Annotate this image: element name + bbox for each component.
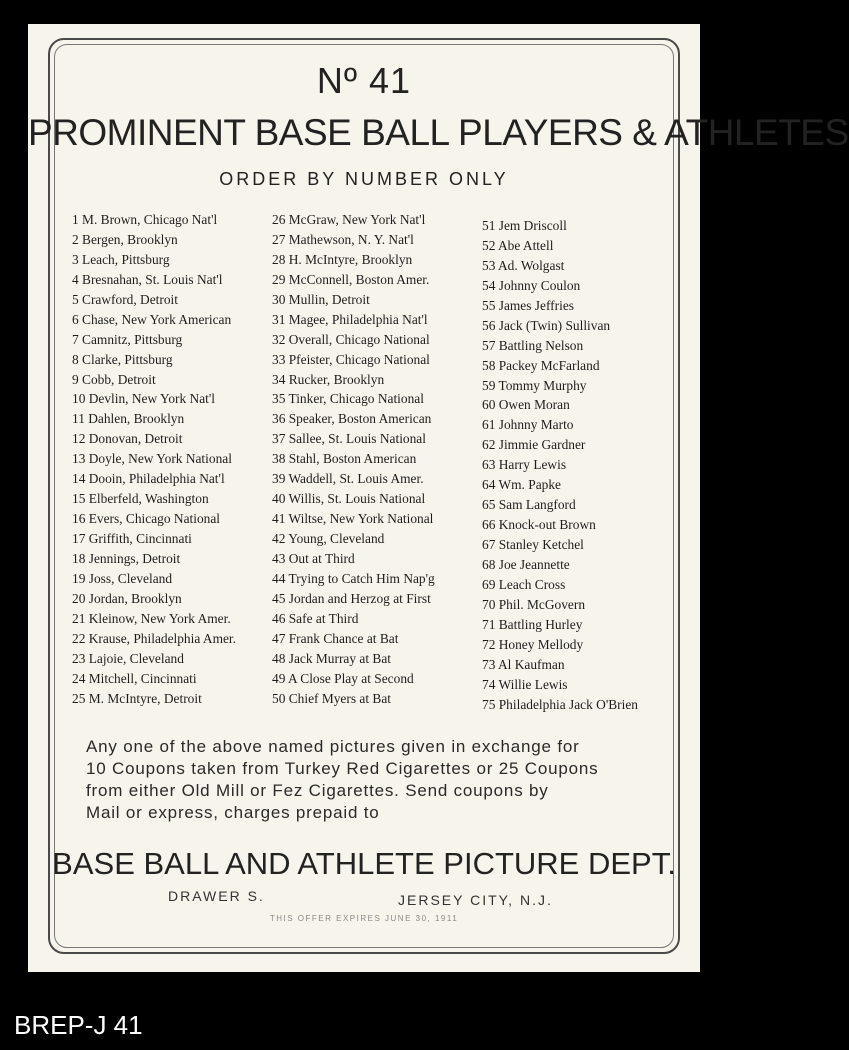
- list-item: 50 Chief Myers at Bat: [272, 690, 392, 706]
- list-item: 31 Magee, Philadelphia Nat'l: [272, 311, 428, 327]
- list-item: 40 Willis, St. Louis National: [272, 491, 426, 507]
- list-item: 52 Abe Attell: [482, 237, 554, 253]
- list-item: 56 Jack (Twin) Sullivan: [482, 317, 611, 333]
- list-item: 68 Joe Jeannette: [482, 556, 570, 572]
- list-item: 47 Frank Chance at Bat: [272, 630, 399, 646]
- list-item: 72 Honey Mellody: [482, 636, 584, 652]
- list-item: 45 Jordan and Herzog at First: [272, 590, 431, 606]
- list-item: 2 Bergen, Brooklyn: [72, 231, 178, 247]
- list-item: 28 H. McIntyre, Brooklyn: [272, 251, 413, 267]
- drawer-address: DRAWER S.: [168, 888, 265, 904]
- list-item: 34 Rucker, Brooklyn: [272, 371, 385, 387]
- list-item: 66 Knock-out Brown: [482, 517, 596, 533]
- list-item: 10 Devlin, New York Nat'l: [72, 391, 216, 407]
- list-item: 1 M. Brown, Chicago Nat'l: [72, 212, 218, 227]
- card-title: PROMINENT BASE BALL PLAYERS & ATHLETES: [28, 112, 849, 153]
- list-item: 21 Kleinow, New York Amer.: [72, 610, 231, 626]
- list-item: 29 McConnell, Boston Amer.: [272, 271, 430, 287]
- list-item: 62 Jimmie Gardner: [482, 437, 586, 453]
- dept-name: BASE BALL AND ATHLETE PICTURE DEPT.: [52, 846, 676, 881]
- list-item: 27 Mathewson, N. Y. Nat'l: [272, 231, 414, 247]
- list-item: 14 Dooin, Philadelphia Nat'l: [72, 471, 225, 487]
- list-item: 19 Joss, Cleveland: [72, 570, 173, 586]
- list-item: 64 Wm. Papke: [482, 477, 561, 493]
- list-item: 16 Evers, Chicago National: [72, 511, 221, 527]
- list-item: 30 Mullin, Detroit: [272, 291, 370, 307]
- list-item: 33 Pfeister, Chicago National: [272, 351, 430, 367]
- list-item: 8 Clarke, Pittsburg: [72, 351, 173, 367]
- list-item: 53 Ad. Wolgast: [482, 257, 565, 273]
- list-item: 70 Phil. McGovern: [482, 596, 586, 612]
- list-item: 11 Dahlen, Brooklyn: [72, 411, 185, 427]
- list-item: 69 Leach Cross: [482, 576, 566, 592]
- list-item: 60 Owen Moran: [482, 397, 570, 413]
- list-item: 59 Tommy Murphy: [482, 377, 587, 393]
- list-item: 75 Philadelphia Jack O'Brien: [482, 696, 638, 712]
- list-item: 39 Waddell, St. Louis Amer.: [272, 471, 424, 487]
- list-item: 5 Crawford, Detroit: [72, 291, 178, 307]
- list-item: 22 Krause, Philadelphia Amer.: [72, 630, 237, 646]
- list-item: 7 Camnitz, Pittsburg: [72, 331, 183, 347]
- list-item: 23 Lajoie, Cleveland: [72, 650, 184, 666]
- list-item: 54 Johnny Coulon: [482, 277, 581, 293]
- image-caption: BREP-J 41: [14, 1010, 143, 1040]
- list-item: 17 Griffith, Cincinnati: [72, 531, 192, 546]
- list-item: 18 Jennings, Detroit: [72, 550, 181, 566]
- players-list-col3: [482, 216, 638, 714]
- list-item: 20 Jordan, Brooklyn: [72, 590, 182, 606]
- list-item: 3 Leach, Pittsburg: [72, 251, 170, 267]
- list-item: 9 Cobb, Detroit: [72, 371, 156, 387]
- list-item: 4 Bresnahan, St. Louis Nat'l: [72, 271, 223, 287]
- list-item: 67 Stanley Ketchel: [482, 537, 584, 552]
- list-item: 15 Elberfeld, Washington: [72, 491, 209, 507]
- list-item: 43 Out at Third: [272, 550, 355, 566]
- offer-expiry: THIS OFFER EXPIRES JUNE 30, 1911: [269, 914, 459, 923]
- list-item: 63 Harry Lewis: [482, 457, 567, 473]
- list-item: 36 Speaker, Boston American: [272, 411, 432, 427]
- list-item: 55 James Jeffries: [482, 297, 574, 313]
- list-item: 35 Tinker, Chicago National: [272, 391, 424, 407]
- list-item: 38 Stahl, Boston American: [272, 451, 417, 467]
- city-address: JERSEY CITY, N.J.: [398, 892, 553, 908]
- list-item: 57 Battling Nelson: [482, 337, 584, 353]
- list-item: 13 Doyle, New York National: [72, 451, 232, 467]
- list-item: 58 Packey McFarland: [482, 357, 600, 373]
- list-item: 46 Safe at Third: [272, 610, 359, 626]
- list-item: 74 Willie Lewis: [482, 676, 568, 692]
- list-item: 65 Sam Langford: [482, 497, 576, 513]
- offer-line: from either Old Mill or Fez Cigarettes. Send coupons by: [86, 781, 549, 800]
- players-list-col2: [272, 210, 435, 708]
- card-number: Nº 41: [316, 60, 412, 101]
- offer-line: 10 Coupons taken from Turkey Red Cigarettes or 25 Coupons: [86, 759, 599, 778]
- list-item: 41 Wiltse, New York National: [272, 511, 434, 527]
- list-item: 6 Chase, New York American: [72, 311, 232, 327]
- players-list-col1: [72, 210, 236, 708]
- list-item: 42 Young, Cleveland: [272, 531, 385, 546]
- list-item: 24 Mitchell, Cincinnati: [72, 670, 197, 686]
- order-instruction: ORDER BY NUMBER ONLY: [219, 169, 509, 189]
- list-item: 71 Battling Hurley: [482, 616, 583, 632]
- offer-text: [86, 736, 666, 824]
- list-item: 44 Trying to Catch Him Nap'g: [272, 570, 435, 586]
- card: [28, 24, 849, 972]
- list-item: 61 Johnny Marto: [482, 417, 574, 433]
- list-item: 37 Sallee, St. Louis National: [272, 431, 426, 447]
- list-item: 48 Jack Murray at Bat: [272, 650, 391, 666]
- offer-line: Mail or express, charges prepaid to: [86, 803, 380, 822]
- list-item: 26 McGraw, New York Nat'l: [272, 212, 426, 227]
- list-item: 73 Al Kaufman: [482, 656, 565, 672]
- list-item: 51 Jem Driscoll: [482, 218, 567, 233]
- list-item: 12 Donovan, Detroit: [72, 431, 183, 447]
- offer-line: Any one of the above named pictures given in exchange for: [86, 737, 580, 756]
- list-item: 25 M. McIntyre, Detroit: [72, 690, 202, 706]
- list-item: 49 A Close Play at Second: [272, 670, 414, 686]
- list-item: 32 Overall, Chicago National: [272, 331, 430, 347]
